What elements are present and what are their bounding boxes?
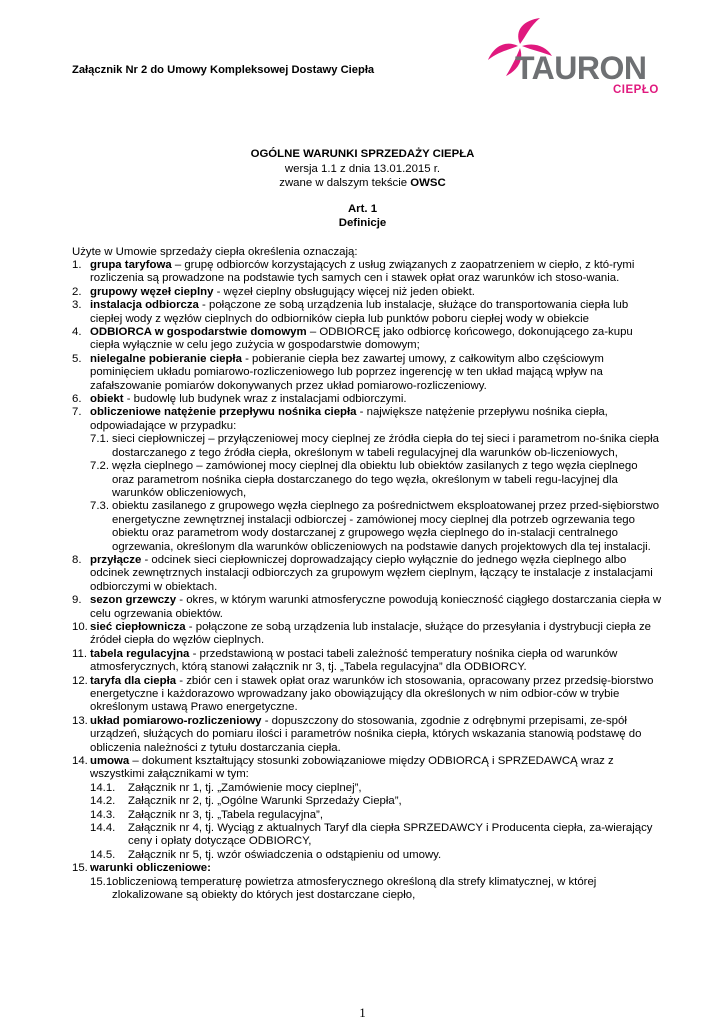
item-term: instalacja odbiorcza (90, 299, 199, 312)
page-number: 1 (359, 1005, 366, 1020)
list-item (72, 406, 662, 433)
sub-item-number: 7.1. (90, 433, 109, 446)
sub-item-number: 14.1. (90, 781, 116, 794)
item-text: - połączone ze sobą urządzenia lub instalacje, służące do przesyłania i dystrybucji ciepła ze źródeł ciepła do węzłów cieplnych. (90, 620, 651, 647)
sub-item-number: 14.4. (90, 822, 116, 835)
sub-list-item (72, 795, 662, 808)
sub-item-text: obliczeniową temperaturę powietrza atmosferycznego określoną dla strefy klimatycznej, w której zlokalizowane są obiekty do których jest dostarczane ciepło, (112, 875, 597, 902)
sub-item-text: Załącznik nr 3, tj. „Tabela regulacyjna”, (128, 808, 323, 821)
sub-list-item (72, 809, 662, 822)
sub-item-number: 15.1. (90, 875, 116, 888)
list-item (72, 862, 662, 875)
sub-item-number: 14.2. (90, 795, 116, 808)
item-term: nielegalne pobieranie ciepła (90, 352, 242, 365)
document-version: wersja 1.1 z dnia 13.01.2015 r. (284, 163, 441, 175)
logo-wordmark: TAURON (515, 50, 647, 86)
item-term: ODBIORCA w gospodarstwie domowym (90, 326, 307, 339)
item-term: grupowy węzeł cieplny (90, 285, 214, 298)
list-item (72, 675, 662, 715)
sub-item-text: Załącznik nr 2, tj. „Ogólne Warunki Sprzedaży Ciepła”, (128, 795, 402, 808)
item-text: – ODBIORCĘ jako odbiorcę końcowego, dokonującego za-kupu ciepła wyłącznie w celu jego zużycia w gospodarstwie domowym; (90, 326, 633, 352)
item-number: 8. (72, 553, 82, 566)
definitions-list (72, 259, 662, 903)
list-item (72, 299, 662, 326)
article-title: Definicje (338, 217, 387, 229)
sub-item-number: 14.3. (90, 808, 116, 821)
list-item (72, 393, 662, 406)
item-text: - zbiór cen i stawek opłat oraz warunków ich stosowania, opracowany przez przedsię-biorstwo energetyczne i każdorazowo wprowadzany jako obowiązujący dla określonych w nim odbior-ców w trybie określonym ustawą Prawo energetyczne. (90, 674, 654, 714)
item-text: - największe natężenie przepływu nośnika ciepła, odpowiadające w przypadku: (90, 406, 608, 432)
item-text: - połączone ze sobą urządzenia lub instalacje, służące do transportowania ciepła lub ciepłej wody z węzłów cieplnych do odbiorników ciepła lub punktów poboru ciepłej wody w obiekcie (90, 299, 629, 325)
sub-list-item (72, 849, 662, 862)
sub-list-item (72, 782, 662, 795)
item-text: - budowlę lub budynek wraz z instalacjami odbiorczymi. (123, 393, 407, 406)
item-term: sezon grzewczy (90, 594, 177, 607)
sub-list-item (72, 460, 662, 500)
logo-subtitle: CIEPŁO (613, 84, 659, 96)
item-number: 14. (72, 755, 88, 768)
item-number: 11. (72, 647, 87, 660)
sub-item-text: sieci ciepłowniczej – przyłączeniowej mocy cieplnej ze źródła ciepła do tej sieci i parametrom no-śnika ciepła dostarczanego z tego źródła ciepła, określonym w tabeli regulacyjnej dla warunków ob-liczeniowych, (112, 433, 659, 459)
item-term: taryfa dla ciepła (90, 674, 177, 687)
list-item (72, 715, 662, 755)
item-term: sieć ciepłownicza (90, 620, 186, 633)
item-text: - węzeł cieplny obsługujący więcej niż jeden obiekt. (213, 285, 475, 298)
sub-list-item (72, 822, 662, 849)
sub-item-text: węzła cieplnego – zamówionej mocy cieplnej dla obiektu lub obiektów zasilanych z tego węzła cieplnego oraz parametrom nośnika ciepła dostarczanego do tego węzła, określonym w tabeli regu-lacyjnej dla warunków obliczeniowych, (112, 460, 638, 499)
sub-item-text: Załącznik nr 5, tj. wzór oświadczenia o odstąpieniu od umowy. (128, 848, 442, 861)
sub-list-item (72, 500, 662, 554)
item-term: umowa (90, 755, 130, 768)
sub-item-text: obiektu zasilanego z grupowego węzła cieplnego za pośrednictwem eksploatowanej przez przed-siębiorstwo energetyczne zewnętrznej instalacji odbiorczej - zamówionej mocy cieplnej dla potrzeb ogrzewania tego obiektu oraz parametrom wody dostarczanej z grupowego węzła cieplnego do in-stalacji centralnego ogrzewania, określonym dla warunków obliczeniowych na podstawie danych projektowych dla tej instalacji. (112, 500, 660, 553)
article-number: Art. 1 (347, 203, 378, 215)
item-term: obliczeniowe natężenie przepływu nośnika ciepła (90, 406, 357, 419)
item-term: grupa taryfowa (90, 259, 172, 271)
item-number: 5. (72, 352, 82, 365)
attachment-header: Załącznik Nr 2 do Umowy Kompleksowej Dostawy Ciepła (72, 64, 375, 76)
item-term: układ pomiarowo-rozliczeniowy (90, 714, 262, 727)
list-item (72, 286, 662, 299)
item-number: 6. (72, 393, 82, 406)
list-item (72, 259, 662, 286)
list-item (72, 755, 662, 782)
item-number: 12. (72, 674, 88, 687)
item-text: - przedstawioną w postaci tabeli zależność temperatury nośnika ciepła od warunków atmosferycznych, którą stanowi załącznik nr 3, tj. „Tabela regulacyjna” dla ODBIORCY. (90, 647, 618, 674)
list-item (72, 326, 662, 353)
item-text: - odcinek sieci ciepłowniczej doprowadzający ciepło wyłącznie do jednego węzła cieplnego albo odcinek zewnętrznych instalacji odbiorczych za grupowym węzłem cieplnym, łączący te instalacje z instalacjami odbiorczymi w obiektach. (90, 553, 653, 593)
sub-item-text: Załącznik nr 4, tj. Wyciąg z aktualnych Taryf dla ciepła SPRZEDAWCY i Producenta ciepła, za-wierający ceny i opłaty dotyczące ODBIORCY, (128, 822, 653, 848)
item-number: 4. (72, 326, 82, 339)
item-number: 7. (72, 406, 82, 419)
sub-item-number: 7.3. (90, 500, 109, 513)
list-item (72, 594, 662, 621)
item-term: warunki obliczeniowe: (90, 862, 211, 875)
item-number: 3. (72, 299, 82, 312)
item-number: 2. (72, 285, 82, 298)
item-number: 10. (72, 620, 88, 633)
item-number: 1. (72, 259, 82, 271)
item-text: – grupę odbiorców korzystających z usług związanych z zaopatrzeniem w ciepło, z któ-rymi rozliczenia są prowadzone na podstawie tych samych cen i stawek opłat oraz warunków ich stoso-wania. (90, 259, 635, 285)
item-number: 15. (72, 862, 88, 875)
tauron-logo (484, 16, 662, 98)
sub-item-number: 14.5. (90, 848, 116, 861)
list-item (72, 621, 662, 648)
item-number: 9. (72, 594, 82, 607)
intro-text: Użyte w Umowie sprzedaży ciepła określenia oznaczają: (72, 246, 358, 258)
item-text: - pobieranie ciepła bez zawartej umowy, z całkowitym albo częściowym pominięciem układu pomiarowo-rozliczeniowego lub poprzez ingerencję w ten układ mającą wpływ na zafałszowanie pomiarów dokonywanych przez układ pomiarowo-rozliczeniowy. (90, 352, 604, 392)
item-term: obiekt (90, 393, 124, 406)
sub-item-number: 7.2. (90, 460, 109, 473)
item-term: tabela regulacyjna (90, 647, 190, 660)
document-alias: zwane w dalszym tekście OWSC (279, 177, 446, 189)
item-text: - okres, w którym warunki atmosferyczne powodują konieczność ciągłego dostarczania ciepła w celu ogrzewania obiektów. (90, 594, 662, 620)
list-item (72, 648, 662, 675)
item-text: – dokument kształtujący stosunki zobowiązaniowe między ODBIORCĄ i SPRZEDAWCĄ wraz z wszystkimi załącznikami w tym: (90, 755, 614, 781)
sub-list-item (72, 433, 662, 460)
document-title: OGÓLNE WARUNKI SPRZEDAŻY CIEPŁA (250, 148, 475, 160)
list-item (72, 353, 662, 393)
item-term: przyłącze (90, 553, 142, 566)
item-number: 13. (72, 714, 88, 727)
sub-list-item (72, 876, 662, 903)
sub-item-text: Załącznik nr 1, tj. „Zamówienie mocy cieplnej”, (128, 781, 362, 794)
list-item (72, 554, 662, 594)
item-text: - dopuszczony do stosowania, zgodnie z odrębnymi przepisami, ze-spół urządzeń, służących do pomiaru ilości i parametrów nośnika ciepła, których wskazania stanowią podstawę do obliczenia należności z tytułu dostarczania ciepła. (90, 714, 642, 754)
